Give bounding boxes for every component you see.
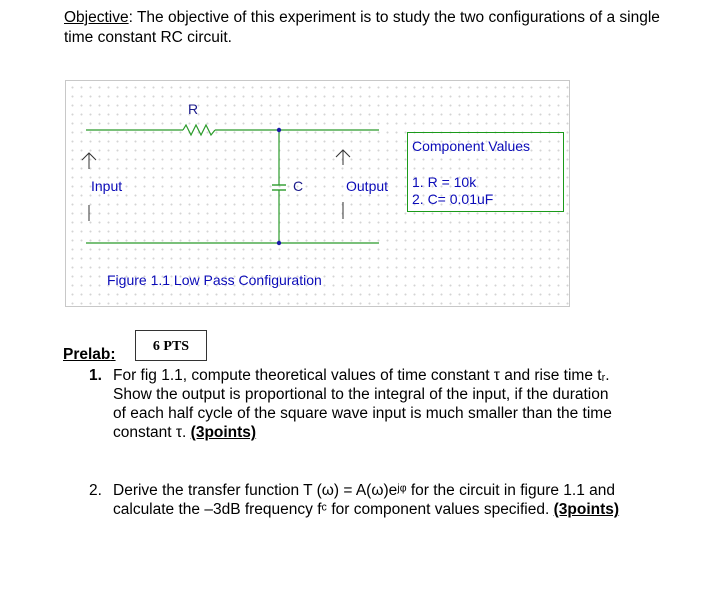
item-1-last-line: constant τ. bbox=[113, 424, 187, 441]
points-badge: 6 PTS bbox=[135, 330, 207, 361]
item-1-line-4 bbox=[113, 423, 653, 442]
item-2-number: 2. bbox=[89, 482, 102, 499]
prelab-heading-colon: : bbox=[110, 346, 116, 363]
item-2-points: (3points) bbox=[553, 501, 620, 518]
component-values-title: Component Values bbox=[412, 138, 531, 154]
component-value-c: 2. C= 0.01uF bbox=[412, 191, 494, 207]
input-label: Input bbox=[91, 178, 123, 194]
output-label: Output bbox=[346, 178, 389, 194]
circuit-figure bbox=[65, 80, 570, 307]
prelab-heading-text: Prelab bbox=[63, 346, 111, 363]
item-1-number: 1. bbox=[89, 367, 102, 384]
figure-caption: Figure 1.1 Low Pass Configuration bbox=[107, 272, 322, 288]
item-1-line-2: Show the output is proportional to the integral of the input, if the duration bbox=[113, 386, 609, 403]
objective-label: Objective bbox=[64, 9, 129, 26]
resistor-label: R bbox=[188, 101, 199, 117]
item-2-line-1: Derive the transfer function T (ω) = A(ω)eʲᵠ for the circuit in figure 1.1 and bbox=[113, 482, 616, 499]
resistor-symbol bbox=[183, 125, 215, 135]
node-bottom bbox=[277, 241, 281, 245]
item-2-body bbox=[113, 481, 653, 519]
item-1-line-1: For fig 1.1, compute theoretical values of time constant τ and rise time tᵣ. bbox=[113, 367, 610, 384]
component-value-r: 1. R = 10k bbox=[412, 174, 477, 190]
objective-text: : The objective of this experiment is to study the two configurations of a single time constant RC circuit. bbox=[64, 9, 660, 46]
capacitor-label: C bbox=[293, 178, 304, 194]
item-2-line-2-text: calculate the –3dB frequency fᶜ for component values specified. bbox=[113, 501, 550, 518]
objective-paragraph bbox=[64, 8, 664, 48]
component-values-box bbox=[407, 132, 564, 212]
node-top bbox=[277, 128, 281, 132]
item-2-line-2 bbox=[113, 500, 653, 519]
item-1-body bbox=[113, 366, 653, 442]
prelab-heading bbox=[63, 346, 116, 364]
item-1-line-3: of each half cycle of the square wave input is much smaller than the time bbox=[113, 405, 612, 422]
item-1-points: (3points) bbox=[190, 424, 257, 441]
